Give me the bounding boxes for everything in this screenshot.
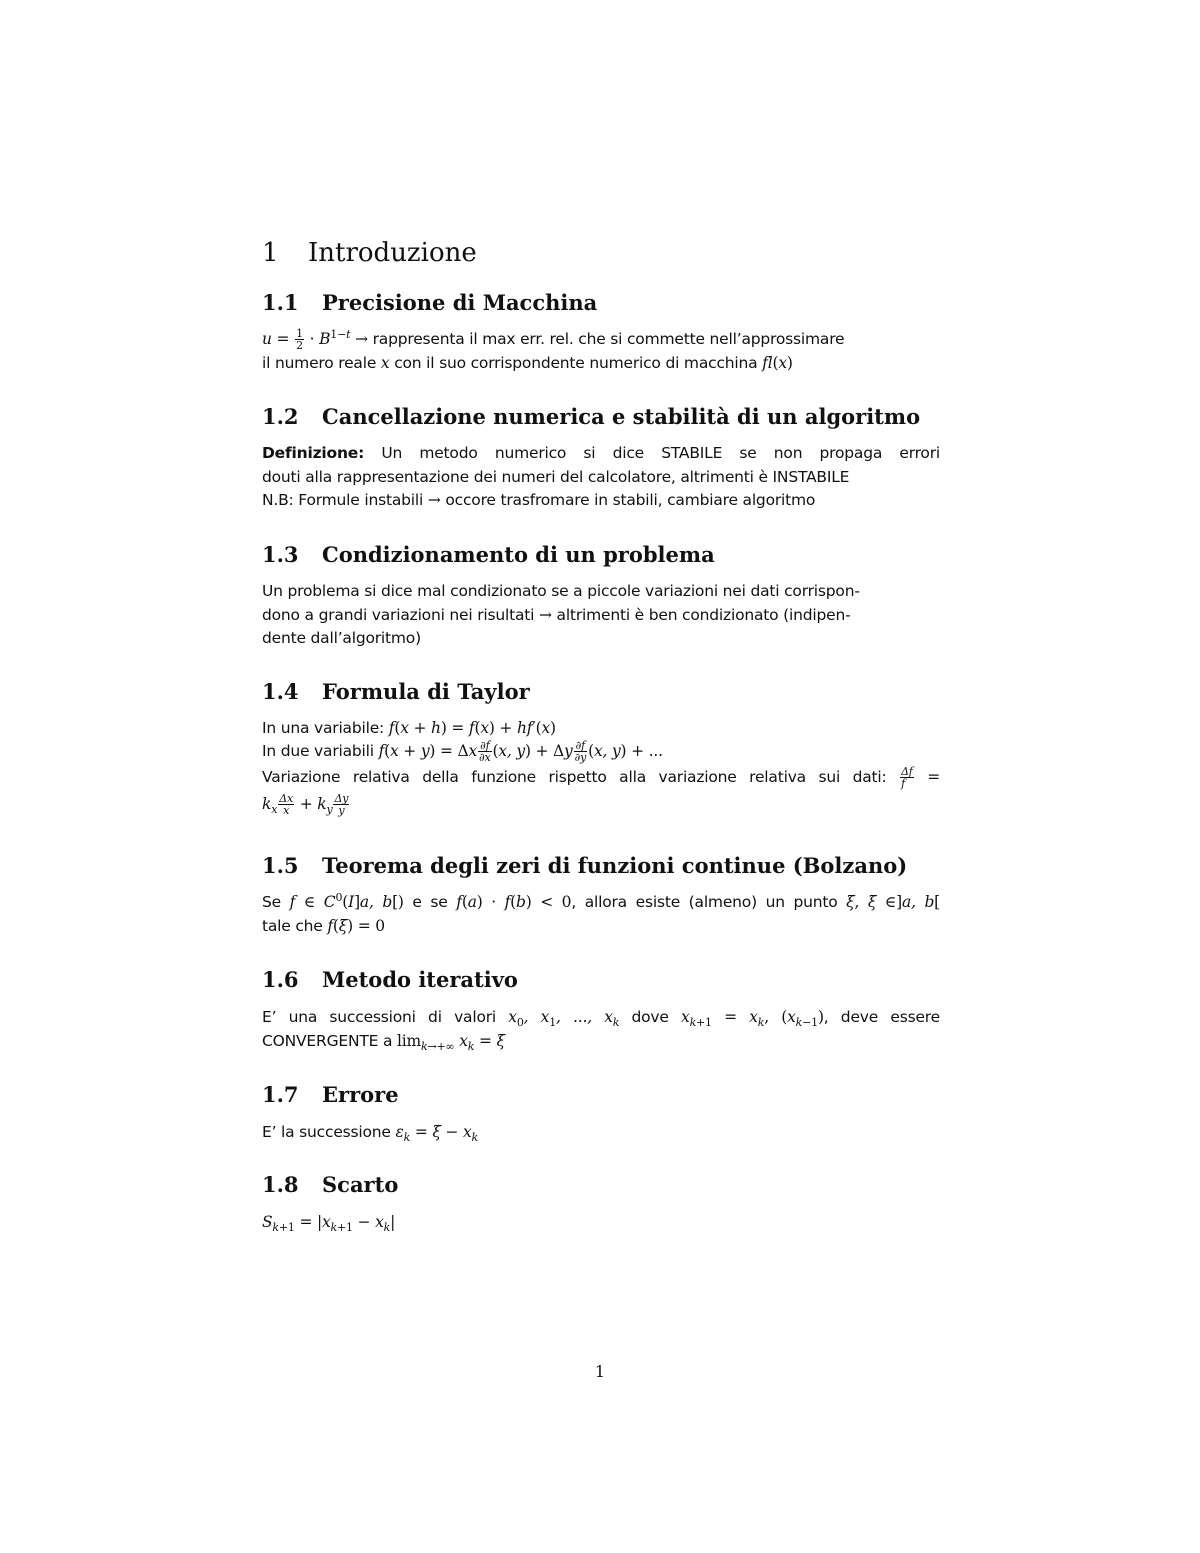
paragraph-line: dente dall’algoritmo) <box>262 629 421 647</box>
text-span: E’ una successioni di valori <box>262 1008 497 1026</box>
text-span: Se <box>262 893 281 911</box>
subsection-heading-1-6 <box>262 967 940 992</box>
subsection-number: 1.2 <box>262 404 299 429</box>
paragraph-1-1 <box>262 328 940 375</box>
paragraph-1-5 <box>262 891 940 938</box>
subsection-number: 1.1 <box>262 290 299 315</box>
paragraph-line: CONVERGENTE a $\lim_{k\to+\infty} x_k = \xi$ <box>262 1031 505 1053</box>
subsection-heading-1-2 <box>262 404 940 429</box>
paragraph-line: $S_{k+1} = |x_{k+1} - x_k|$ <box>262 1213 396 1235</box>
subsection-number: 1.3 <box>262 542 299 567</box>
paragraph-line: douti alla rappresentazione dei numeri del calcolatore, altrimenti è INSTABILE <box>262 467 850 486</box>
paragraph-line: il numero reale x con il suo corrispondente numerico di macchina fl(x) <box>262 353 793 372</box>
paragraph-line: $k_x$ $\frac{\Delta x}{x}$ + $k_y$ $\frac{\Delta y}{y}$ <box>262 792 349 817</box>
paragraph-1-6 <box>262 1006 940 1053</box>
text-span: In due variabili <box>262 742 374 760</box>
subsection-title: Precisione di Macchina <box>322 290 598 315</box>
subsection-title: Teorema degli zeri di funzioni continue (Bolzano) <box>322 853 908 878</box>
paragraph-line: dono a grandi variazioni nei risultati → altrimenti è ben condizionato (indipen- <box>262 605 851 624</box>
section-title: Introduzione <box>308 238 477 268</box>
text-span: tale che <box>262 916 323 935</box>
subsection-number: 1.8 <box>262 1172 299 1197</box>
text-span: N.B: Formule instabili <box>262 491 424 509</box>
text-span: il numero reale <box>262 353 377 372</box>
paragraph-line: E’ una successioni di valori $x_0$, $x_1$, ..., $x_k$ dove $x_{k+1} = x_k$, $(x_{k-1})$, deve essere <box>262 1008 940 1030</box>
subsection-heading-1-3 <box>262 542 940 567</box>
subsection-heading-1-8 <box>262 1172 940 1197</box>
subsection-number: 1.5 <box>262 853 299 878</box>
paragraph-line: E’ la successione $\varepsilon_k = \xi - x_k$ <box>262 1123 478 1145</box>
text-span: , allora esiste (almeno) un punto <box>571 893 838 911</box>
paragraph-1-4 <box>262 718 940 817</box>
subsection-number: 1.7 <box>262 1082 299 1107</box>
paragraph-1-2 <box>262 442 940 513</box>
text-span: dono a grandi variazioni nei risultati <box>262 605 535 624</box>
paragraph-1-7 <box>262 1121 940 1145</box>
text-span: , deve essere <box>823 1008 940 1026</box>
subsection-heading-1-7 <box>262 1082 940 1107</box>
text-span: con il suo corrispondente numerico di macchina <box>394 353 758 372</box>
text-span: rappresenta il max err. rel. che si commette nell’approssimare <box>372 330 845 348</box>
paragraph-line: u = $\frac{1}{2}$ · $B^{1-t}$ → rappresenta il max err. rel. che si commette nell’approssimare <box>262 327 845 352</box>
subsection-number: 1.4 <box>262 679 299 704</box>
paragraph-line: Variazione relativa della funzione rispetto alla variazione relativa sui dati: $\frac{\Delta f}{f}$ = <box>262 765 940 790</box>
paragraph-1-8 <box>262 1211 940 1235</box>
text-span: occore trasfromare in stabili, cambiare algoritmo <box>445 491 816 509</box>
text-span: CONVERGENTE a <box>262 1031 393 1050</box>
text-span: Un metodo numerico si dice STABILE se non propaga errori <box>381 444 940 462</box>
paragraph-line: In due variabili f(x + y) = Δx $\frac{\partial f}{\partial x}$ (x, y) + Δy $\frac{\partial f}{\partial y}$ (x, y) + ... <box>262 739 663 764</box>
text-span: Variazione relativa della funzione rispetto alla variazione relativa sui dati: <box>262 768 887 786</box>
subsection-title: Cancellazione numerica e stabilità di un algoritmo <box>322 404 921 429</box>
subsection-heading-1-4 <box>262 679 940 704</box>
text-span: dove <box>631 1008 669 1026</box>
paragraph-line: Un problema si dice mal condizionato se a piccole variazioni nei dati corrispon- <box>262 582 860 600</box>
subsection-title: Errore <box>322 1082 399 1107</box>
paragraph-line: In una variabile: f(x + h) = f(x) + hf′(x) <box>262 719 556 737</box>
section-heading <box>262 238 940 268</box>
paragraph-line: Se f ∈ $C^0(I]a$, b[) e se f(a) · f(b) < 0, allora esiste (almeno) un punto ξ, ξ ∈]a, b[ <box>262 890 941 911</box>
page-number: 1 <box>594 1362 606 1381</box>
paragraph-line <box>262 442 940 466</box>
text-span: E’ la successione <box>262 1123 391 1141</box>
paragraph-1-3 <box>262 580 940 651</box>
subsection-heading-1-1 <box>262 290 940 315</box>
paragraph-line: tale che f(ξ) = 0 <box>262 916 385 935</box>
paragraph-line: N.B: Formule instabili → occore trasfromare in stabili, cambiare algoritmo <box>262 491 816 509</box>
section-number: 1 <box>262 238 279 268</box>
definition-label: Definizione: <box>262 444 365 462</box>
text-span: e se <box>412 893 448 911</box>
subsection-number: 1.6 <box>262 967 299 992</box>
subsection-title: Condizionamento di un problema <box>322 542 715 567</box>
subsection-title: Formula di Taylor <box>322 679 530 704</box>
subsection-title: Metodo iterativo <box>322 967 518 992</box>
subsection-heading-1-5 <box>262 853 940 878</box>
text-span: altrimenti è ben condizionato (indipen- <box>556 605 851 624</box>
text-span: In una variabile: <box>262 719 385 737</box>
subsection-title: Scarto <box>322 1172 399 1197</box>
